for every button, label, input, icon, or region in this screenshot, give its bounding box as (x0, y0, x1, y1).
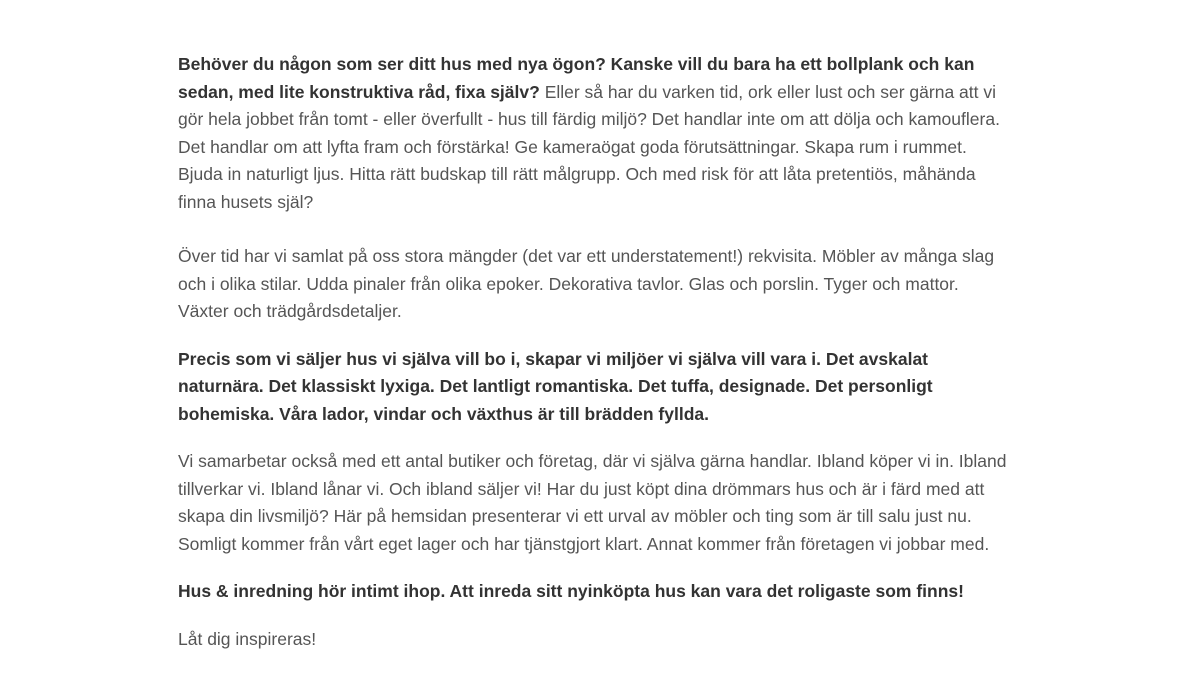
collaboration-paragraph: Vi samarbetar också med ett antal butiker och företag, där vi själva gärna handlar. Ibland köper vi in. Ibland tillverkar vi. Ibland lånar vi. Och ibland säljer vi! Har du just köpt dina drömmars hus och är i färd med att skapa din livsmiljö? Här på hemsidan presenterar vi ett urval av möbler och ting som är till salu just nu. Somligt kommer från vårt eget lager och har tjänstgjort klart. Annat kommer från företagen vi jobbar med. (178, 451, 1007, 554)
props-paragraph: Över tid har vi samlat på oss stora mängder (det var ett understatement!) rekvisita. Möbler av många slag och i olika stilar. Udda pinaler från olika epoker. Dekorativa tavlor. Glas och porslin. Tyger och mattor. Växter och trädgårdsdetaljer. (178, 246, 995, 321)
environments-paragraph (178, 346, 1014, 429)
intro-lead: Behöver du någon som ser ditt hus med nya ögon? Kanske vill du bara ha ett bollplank och kan sedan, med lite konstruktiva råd, fixa själv? (178, 54, 975, 102)
intro-body: Eller så har du varken tid, ork eller lust och ser gärna att vi gör hela jobbet från tomt - eller överfullt - hus till färdig miljö? Det handlar inte om att dölja och kamouflera. Det handlar om att lyfta fram och förstärka! Ge kameraögat goda förutsättningar. Skapa rum i rummet. Bjuda in naturligt ljus. Hitta rätt budskap till rätt målgrupp. Och med risk för att låta pretentiös, måhända finna husets själ? (178, 81, 1000, 212)
intro-paragraph (178, 51, 1014, 216)
environments-text: Precis som vi säljer hus vi själva vill bo i, skapar vi miljöer vi själva vill vara i. Det avskalat naturnära. Det klassiskt lyxiga. Det lantligt romantiska. Det tuffa, designade. Det personligt bohemiska. Våra lador, vindar och växthus är till brädden fyllda. (178, 348, 933, 424)
tagline-paragraph (178, 578, 1014, 606)
closing-paragraph: Låt dig inspireras! (178, 628, 317, 649)
tagline-text: Hus & inredning hör intimt ihop. Att inreda sitt nyinköpta hus kan vara det roligaste som finns! (178, 581, 964, 601)
article-body (178, 51, 1014, 653)
